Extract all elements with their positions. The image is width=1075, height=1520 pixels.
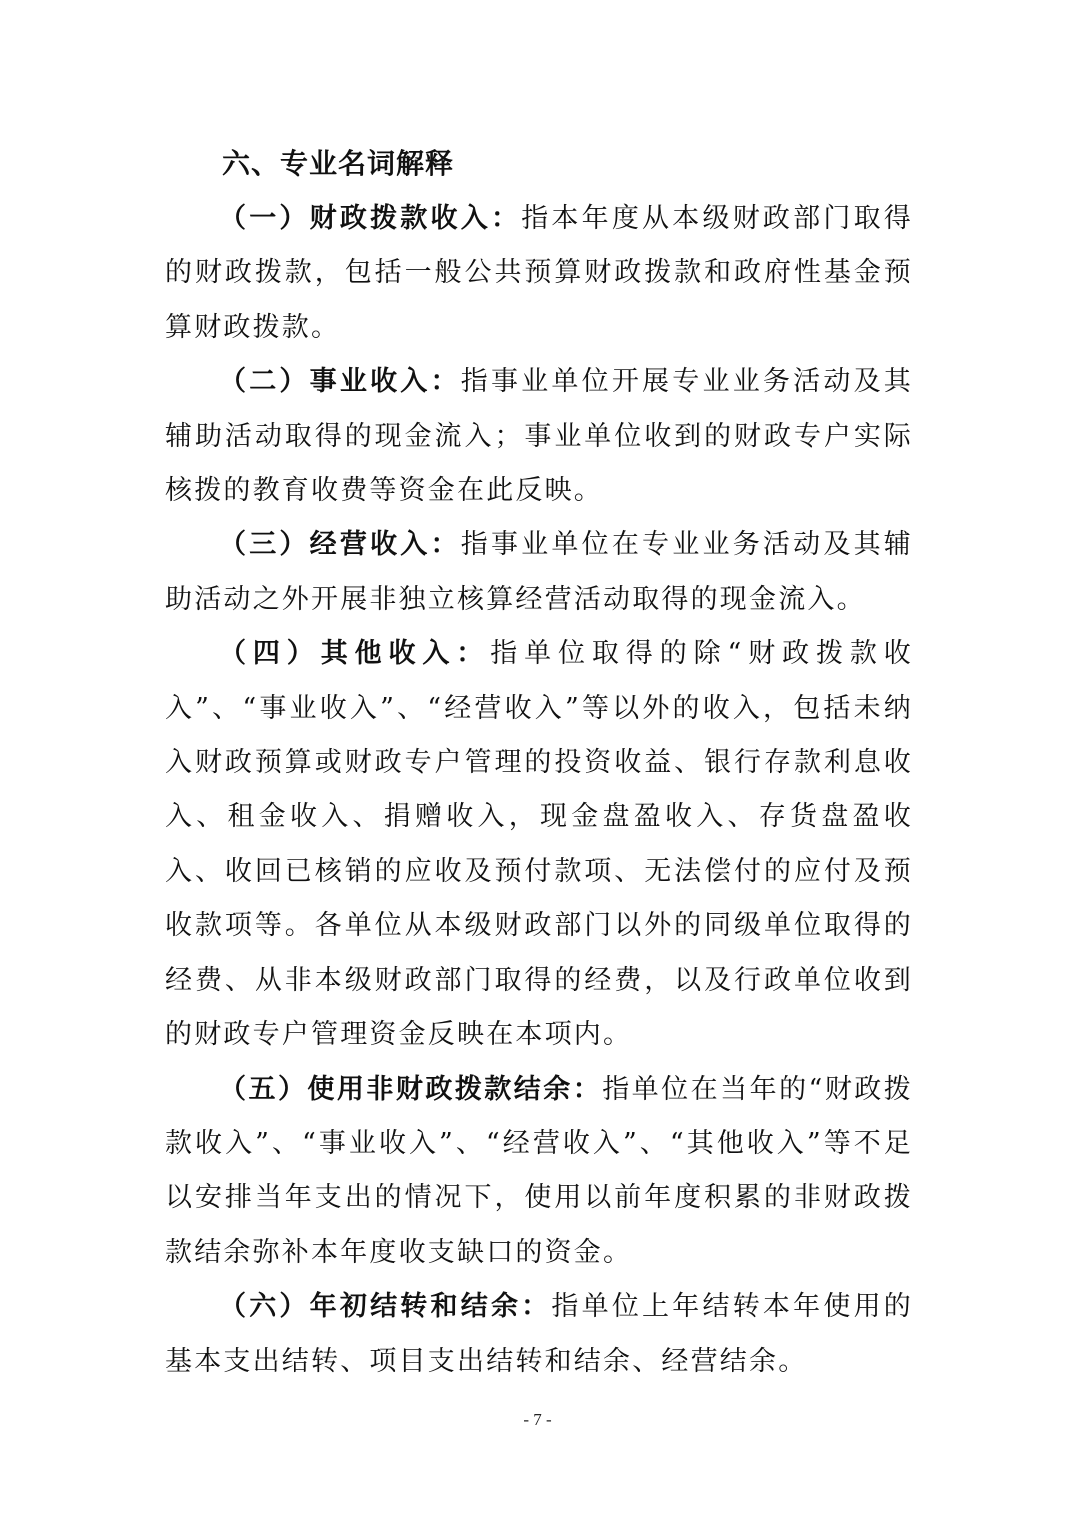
glossary-term: （五）使用非财政拨款结余：	[219, 1073, 603, 1105]
glossary-item-carryover-balance	[165, 1280, 913, 1389]
glossary-body	[165, 192, 913, 1389]
glossary-term: （三）经营收入：	[219, 529, 461, 561]
glossary-definition: 指本年度从本级财政部门取得的财政拨款，包括一般公共预算财政拨款和政府性基金预算财政拨款。	[165, 203, 914, 343]
glossary-item-business-income	[165, 355, 913, 518]
glossary-item-operating-income	[165, 518, 913, 627]
section-heading: 六、专业名词解释	[222, 147, 455, 180]
glossary-item-non-fiscal-balance-use	[165, 1063, 913, 1281]
glossary-definition: 指单位取得的除“财政拨款收入”、“事业收入”、“经营收入”等以外的收入，包括未纳入财政预算或财政专户管理的投资收益、银行存款利息收入、租金收入、捐赠收入，现金盘盈收入、存货盘盈收入、收回已核销的应收及预付款项、无法偿付的应付及预收款项等。各单位从本级财政部门以外的同级单位取得的经费、从非本级财政部门取得的经费，以及行政单位收到的财政专户管理资金反映在本项内。	[165, 638, 913, 1051]
glossary-term: （二）事业收入：	[219, 366, 461, 398]
glossary-definition: 指单位上年结转本年使用的基本支出结转、项目支出结转和结余、经营结余。	[165, 1291, 914, 1377]
glossary-definition: 指事业单位开展专业业务活动及其辅助活动取得的现金流入；事业单位收到的财政专户实际核拨的教育收费等资金在此反映。	[165, 366, 913, 507]
page-number: - 7 -	[523, 1410, 552, 1429]
glossary-term: （六）年初结转和结余：	[219, 1291, 552, 1323]
glossary-item-other-income	[165, 627, 913, 1062]
glossary-item-fiscal-appropriation-income	[165, 192, 913, 355]
glossary-definition: 指单位在当年的“财政拨款收入”、“事业收入”、“经营收入”、“其他收入”等不足以安排当年支出的情况下，使用以前年度积累的非财政拨款结余弥补本年度收支缺口的资金。	[165, 1073, 913, 1268]
glossary-term: （一）财政拨款收入：	[219, 203, 522, 234]
glossary-definition: 指事业单位在专业业务活动及其辅助活动之外开展非独立核算经营活动取得的现金流入。	[165, 529, 913, 615]
glossary-term: （四）其他收入：	[219, 638, 491, 670]
